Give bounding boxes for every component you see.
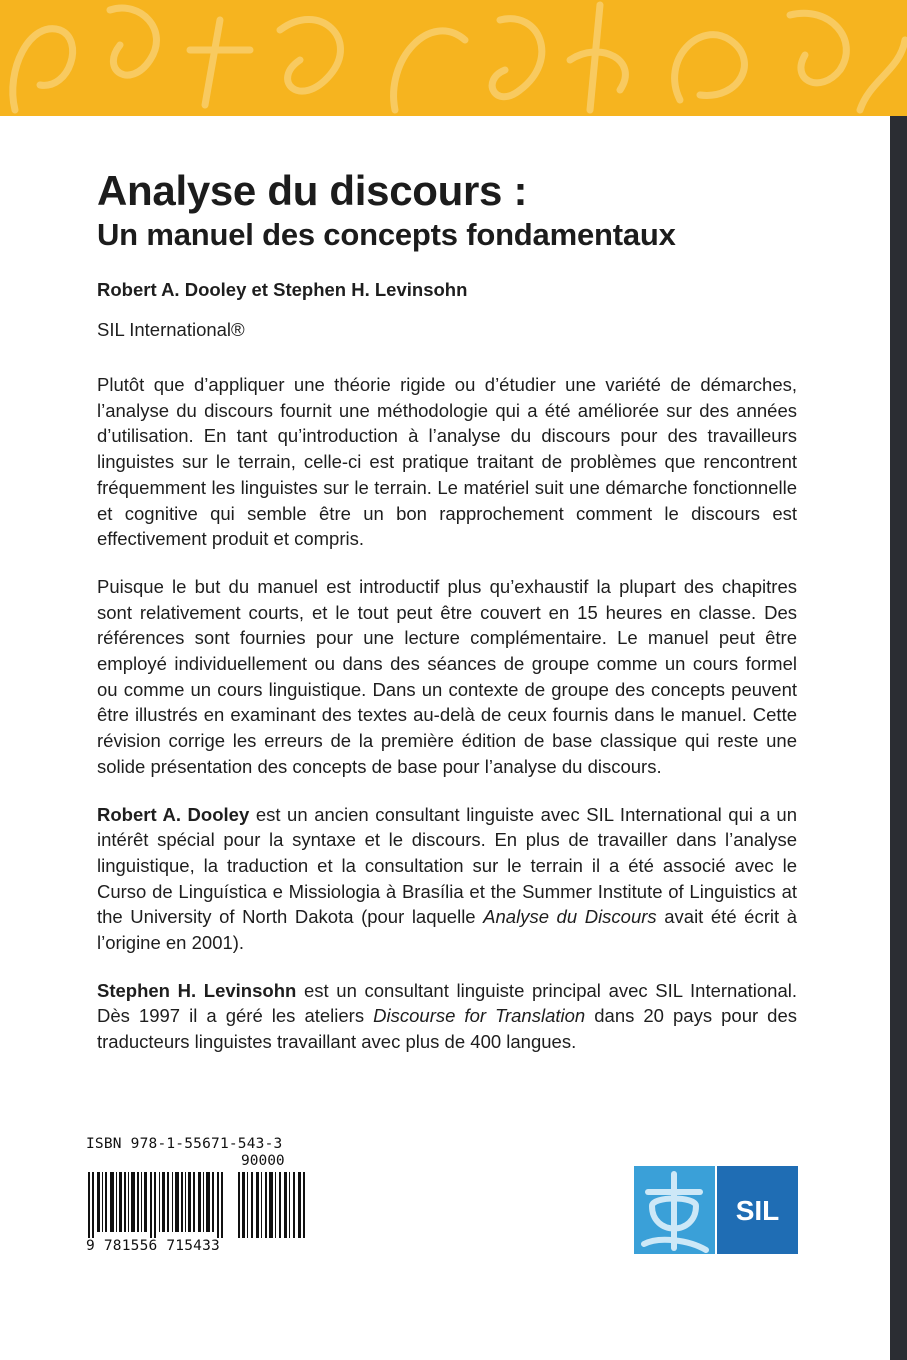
bio-text-dooley-a: est un ancien consultant linguiste avec SIL International qui a un intérêt spécial pour la syntaxe et le discours. En plus de travailler dans l’analyse linguistique, la traduction et la consultation sur le terrain il a été associé avec le Curso de Linguística e Missiologia à Brasília et the Summer Institute of Linguistics at the University of North Dakota (pour laquelle xyxy=(97,803,797,928)
author-bio-levinsohn xyxy=(97,978,797,1055)
top-decorative-band xyxy=(0,0,907,116)
publisher-name: SIL International xyxy=(97,319,232,340)
spine-edge xyxy=(890,116,907,1360)
author-bio-dooley xyxy=(97,802,797,956)
publisher-line xyxy=(97,318,797,342)
bio-text-levinsohn-b: dans 20 pays pour des traducteurs linguistes travaillant avec plus de 400 langues. xyxy=(97,1005,798,1053)
isbn-barcode xyxy=(86,1136,308,1260)
script-character-icon xyxy=(634,1166,715,1254)
bio-italic-book-title: Analyse du Discours xyxy=(483,906,657,928)
bio-text-dooley-b: avait été écrit à l’origine en 2001). xyxy=(97,906,797,954)
isbn-label: ISBN 978-1-55671-543-3 xyxy=(86,1136,283,1152)
addon-barcode-bars xyxy=(236,1172,308,1238)
back-cover-content xyxy=(97,166,797,1055)
sil-logo-emblem xyxy=(634,1166,715,1254)
authors-line: Robert A. Dooley et Stephen H. Levinsohn xyxy=(97,279,468,300)
script-glyphs-pattern xyxy=(0,0,907,116)
sil-logo-wordmark-box xyxy=(717,1166,798,1254)
ean-barcode-bars xyxy=(86,1172,228,1238)
author-name-levinsohn: Stephen H. Levinsohn xyxy=(97,979,297,1001)
book-subtitle: Un manuel des concepts fondamentaux xyxy=(97,217,676,252)
ean-digits: 9 781556 715433 xyxy=(86,1238,220,1254)
price-addon-code: 90000 xyxy=(241,1153,285,1169)
description-paragraph-1: Plutôt que d’appliquer une théorie rigide ou d’étudier une variété de démarches, l’analyse du discours fournit une méthodologie qui a été améliorée sur des années d’utilisation. En tant qu’introduction à l’analyse du discours pour des travailleurs linguistes sur le terrain, celle-ci est pratique traitant de problèmes que rencontrent fréquemment les linguistes sur le terrain. Le matériel suit une démarche fonctionnelle et cognitive qui semble être un bon rapprochement comment le discours est effectivement produit et compris. xyxy=(97,374,797,550)
registered-mark: ® xyxy=(231,319,245,340)
author-name-dooley: Robert A. Dooley xyxy=(97,803,250,825)
description-paragraph-2: Puisque le but du manuel est introductif plus qu’exhaustif la plupart des chapitres sont relativement courts, et le tout peut être couvert en 15 heures en classe. Des références sont fournies pour une lecture complémentaire. Le manuel peut être employé individuellement ou dans des séances de groupe comme un cours formel ou comme un cours linguistique. Dans un contexte de groupe des concepts peuvent être illustrés en examinant des textes au-delà de ceux fournis dans le manuel. Cette révision corrige les erreurs de la première édition de base classique qui reste une solide présentation des concepts de base pour l’analyse du discours. xyxy=(97,575,797,777)
sil-wordmark: SIL xyxy=(735,1195,780,1226)
sil-logo xyxy=(634,1166,798,1254)
bio-text-levinsohn-a: est un consultant linguiste principal avec SIL International. Dès 1997 il a géré les ateliers xyxy=(97,979,797,1027)
bio-italic-workshop-title: Discourse for Translation xyxy=(373,1005,586,1027)
book-title: Analyse du discours : xyxy=(97,167,528,214)
